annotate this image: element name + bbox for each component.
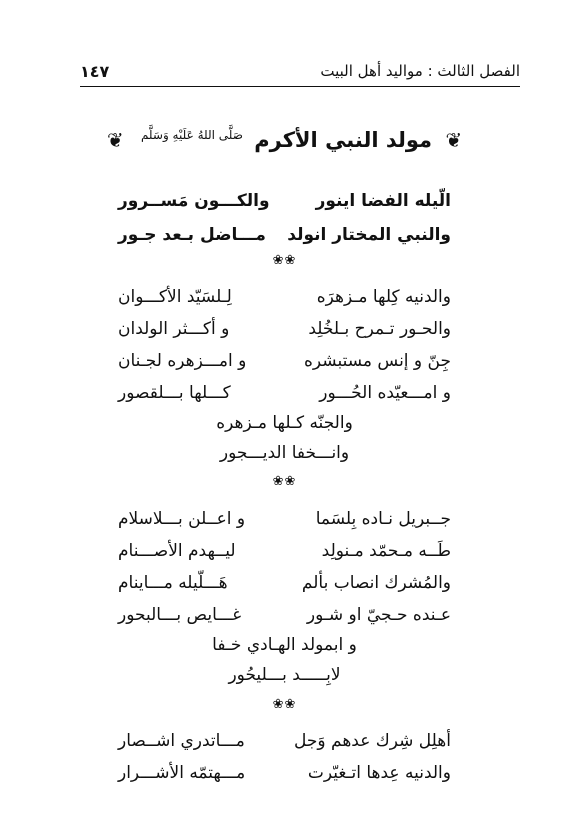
verse-3-right: والدنيه كِلها مـزهرَه [316, 287, 451, 307]
verse-12-right: والدنيه عِدها اتـغيّرت [307, 763, 451, 783]
verse-11-right: أهلِل شِرك عدهم وَجل [294, 731, 451, 751]
verse-5-left: و امـــزهره لجـنان [118, 351, 247, 371]
verse-2-left: مـــاضل بـعد جـور [118, 225, 266, 245]
verse-9-left: هَـــلّيله مـــاينام [118, 573, 228, 593]
stanza-divider: ❀❀ [272, 474, 297, 489]
stanza-divider: ❀❀ [272, 697, 297, 712]
verse-10-right: عـنده حـجيّ او شـور [306, 605, 451, 625]
verse-9-right: والمُشرك انصاب بألم [301, 573, 451, 593]
section-heading [0, 128, 569, 152]
verse-7-right: جــبريل نـاده بِلسَما [315, 509, 451, 529]
verse-5-right: جِنّ و إنس مستبشره [304, 351, 451, 371]
verse-1-left: والكـــون مَســرور [118, 191, 270, 211]
honorific-seal: صَلَّى اللهُ عَلَيْهِ وَسَلَّم [140, 128, 243, 142]
running-header [80, 62, 520, 82]
verse-8-left: ليــهدم الأصـــنام [118, 541, 236, 561]
verse-7-left: و اعــلن بـــلاسلام [118, 509, 246, 529]
verse-4-right: والحـور تـمرح بـلخُلِد [308, 319, 451, 339]
verse-6-left: كـــلها بـــلقصور [118, 383, 231, 403]
header-rule [80, 86, 520, 87]
verse-4-left: و أكـــثر الولدان [118, 319, 230, 339]
verse-2-right: والنبي المختار انولد [287, 225, 451, 245]
section-heading-text: مولد النبي الأكرم [254, 128, 433, 152]
stanza-divider: ❀❀ [272, 253, 297, 268]
verse-10-left: غـــايص بـــالبحور [118, 605, 242, 625]
verse-11-left: مـــاتدري اشــصار [118, 731, 245, 751]
refrain-line: لابِـــــد بـــليحُور [228, 665, 341, 685]
verse-8-right: طَــه مـحمّد مـنولِد [321, 541, 451, 561]
verse-3-left: لِـلسَيّد الأكـــوان [118, 287, 232, 307]
ornament-left-icon: ❦ [106, 128, 124, 152]
refrain-line: والجنّه كـلها مـزهره [216, 413, 353, 433]
refrain-line: وانـــخفا الديـــجور [219, 443, 350, 463]
ornament-right-icon: ❦ [445, 128, 463, 152]
verse-1-right: الّيله الفضا اينور [315, 191, 451, 211]
page-number: ١٤٧ [80, 62, 110, 81]
refrain-line: و ابمولد الهـادي خـفا [212, 635, 357, 655]
verse-12-left: مـــهتمّه الأشـــرار [118, 763, 246, 783]
chapter-title: الفصل الثالث : مواليد أهل البيت [320, 62, 520, 80]
verse-6-right: و امـــعيّده الحُـــور [319, 383, 451, 403]
